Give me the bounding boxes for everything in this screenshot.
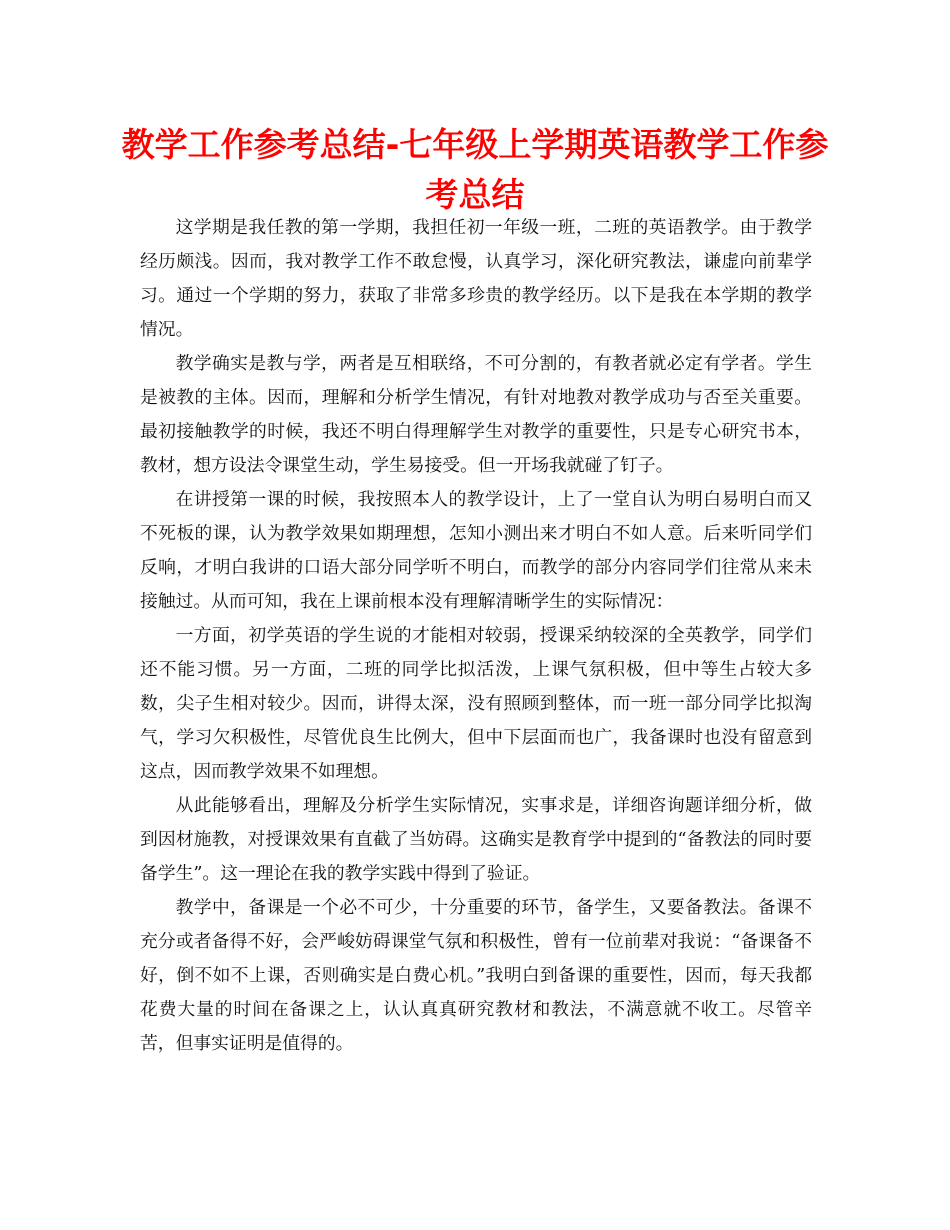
paragraph: 从此能够看出，理解及分析学生实际情况，实事求是，详细咨询题详细分析，做到因材施教，对授课效果有直截了当妨碍。这确实是教育学中提到的“备教法的同时要备学生”。这一理论在我的教学实践中得到了验证。 — [140, 795, 812, 884]
paragraph: 教学确实是教与学，两者是互相联络，不可分割的，有教者就必定有学者。学生是被教的主体。因而，理解和分析学生情况，有针对地教对教学成功与否至关重要。最初接触教学的时候，我还不明白得理解学生对教学的重要性，只是专心研究书本，教材，想方设法令课堂生动，学生易接受。但一开场我就碰了钉子。 — [140, 353, 812, 476]
paragraph: 一方面，初学英语的学生说的才能相对较弱，授课采纳较深的全英教学，同学们还不能习惯。另一方面，二班的同学比拟活泼，上课气氛积极，但中等生占较大多数，尖子生相对较少。因而，讲得太深，没有照顾到整体，而一班一部分同学比拟淘气，学习欠积极性，尽管优良生比例大，但中下层面而也广，我备课时也没有留意到这点，因而教学效果不如理想。 — [140, 625, 812, 782]
document-title: 教学工作参考总结-七年级上学期英语教学工作参考总结 — [121, 125, 829, 214]
paragraph: 教学中，备课是一个必不可少，十分重要的环节，备学生，又要备教法。备课不充分或者备得不好，会严峻妨碍课堂气氛和积极性，曾有一位前辈对我说：“备课备不好，倒不如不上课，否则确实是白费心机。”我明白到备课的重要性，因而，每天我都花费大量的时间在备课之上，认认真真研究教材和教法，不满意就不收工。尽管辛苦，但事实证明是值得的。 — [140, 897, 812, 1054]
paragraph: 这学期是我任教的第一学期，我担任初一年级一班，二班的英语教学。由于教学经历颇浅。因而，我对教学工作不敢怠慢，认真学习，深化研究教法，谦虚向前辈学习。通过一个学期的努力，获取了非常多珍贵的教学经历。以下是我在本学期的教学情况。 — [140, 217, 812, 340]
paragraph: 在讲授第一课的时候，我按照本人的教学设计，上了一堂自认为明白易明白而又不死板的课，认为教学效果如期理想，怎知小测出来才明白不如人意。后来听同学们反响，才明白我讲的口语大部分同学听不明白，而教学的部分内容同学们往常从来未接触过。从而可知，我在上课前根本没有理解清晰学生的实际情况： — [140, 489, 812, 612]
document-body — [140, 211, 812, 1061]
